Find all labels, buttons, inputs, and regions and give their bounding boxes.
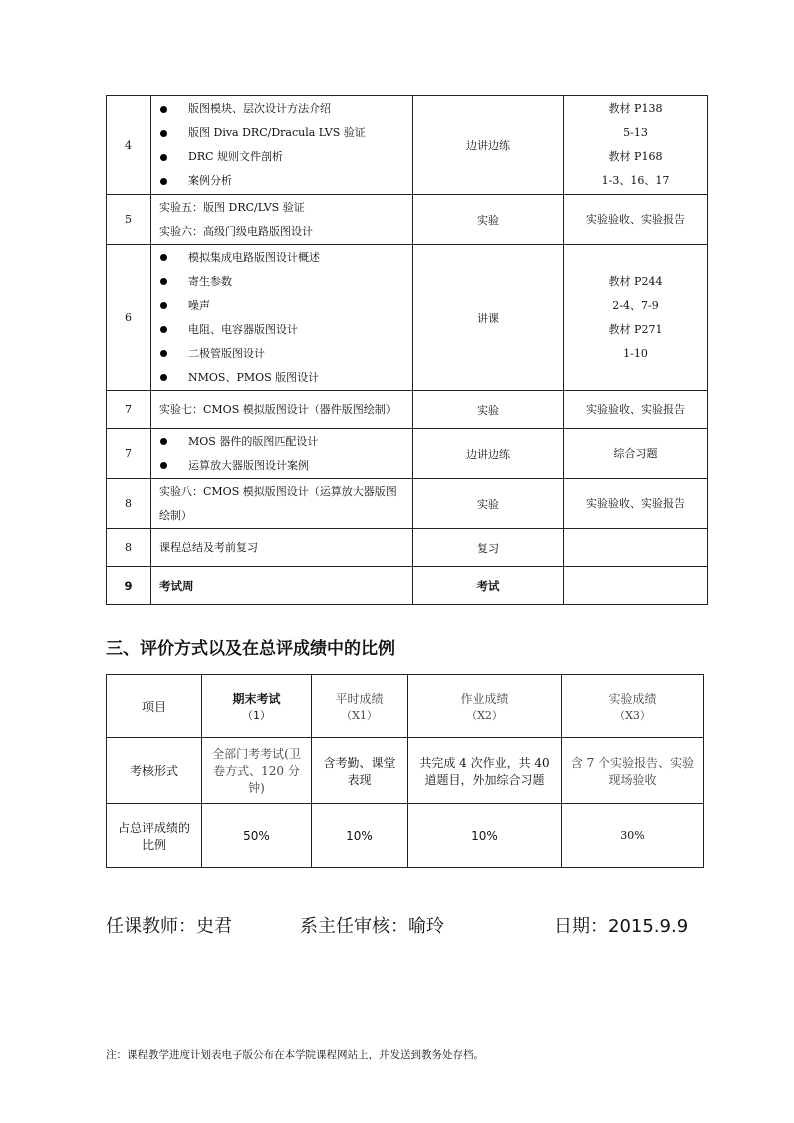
schedule-line: 实验六：高级门级电路版图设计 — [159, 224, 313, 238]
schedule-bullet-text: NMOS、PMOS 版图设计 — [188, 370, 320, 384]
schedule-bullet-item — [159, 294, 412, 318]
schedule-homework-line: 教材 P244 — [608, 274, 663, 288]
schedule-bullet-text: 版图 Diva DRC/Dracula LVS 验证 — [188, 126, 366, 139]
eval-header-final — [202, 675, 312, 738]
bullet-icon — [160, 462, 167, 469]
eval-header-homework-code: （X2） — [466, 708, 503, 722]
schedule-bullet-text: 寄生参数 — [188, 274, 232, 288]
eval-ratio-lab: 30% — [562, 804, 704, 868]
schedule-homework-line: 教材 P138 — [608, 102, 663, 115]
eval-header-final-title: 期末考试 — [232, 691, 281, 706]
bullet-icon — [160, 374, 167, 381]
schedule-bullet-item — [159, 121, 412, 145]
schedule-homework: 实验验收、实验报告 — [564, 195, 708, 245]
schedule-mode: 复习 — [413, 529, 564, 567]
eval-header-lab-code: （X3） — [614, 708, 651, 722]
schedule-mode: 实验 — [413, 195, 564, 245]
schedule-content — [151, 391, 413, 429]
schedule-week: 6 — [107, 245, 151, 391]
schedule-line: 实验八：CMOS 模拟版图设计（运算放大器版图 — [159, 484, 397, 498]
evaluation-header-row — [107, 675, 704, 738]
schedule-row — [107, 479, 708, 529]
eval-form-final: 全部门考考试(卫 卷方式、120 分 钟) — [202, 738, 312, 804]
schedule-bullet-text: DRC 规则文件剖析 — [188, 150, 284, 163]
schedule-mode: 边讲边练 — [413, 429, 564, 479]
schedule-homework: 综合习题 — [564, 429, 708, 479]
bullet-icon — [160, 350, 167, 357]
eval-ratio-final: 50% — [202, 804, 312, 868]
bullet-icon — [160, 302, 167, 309]
schedule-line: 课程总结及考前复习 — [159, 540, 258, 554]
schedule-bullet-text: 二极管版图设计 — [188, 346, 265, 360]
schedule-bullet-item — [159, 246, 412, 270]
schedule-homework: 实验验收、实验报告 — [564, 479, 708, 529]
director-signature: 系主任审核：喻玲 — [300, 916, 444, 937]
bullet-icon — [160, 178, 167, 185]
schedule-mode: 实验 — [413, 479, 564, 529]
eval-header-item: 项目 — [107, 675, 202, 738]
schedule-week: 7 — [107, 391, 151, 429]
schedule-homework-line: 教材 P168 — [608, 150, 663, 163]
schedule-bullet-item — [159, 430, 412, 454]
schedule-week: 5 — [107, 195, 151, 245]
schedule-bullet-item — [159, 97, 412, 121]
schedule-bullet-text: 模拟集成电路版图设计概述 — [188, 250, 320, 264]
schedule-content — [151, 479, 413, 529]
evaluation-table — [106, 674, 704, 868]
bullet-icon — [160, 254, 167, 261]
schedule-bullet-text: MOS 器件的版图匹配设计 — [188, 434, 319, 448]
eval-form-homework: 共完成 4 次作业，共 40 道题目，外加综合习题 — [408, 738, 562, 804]
schedule-week: 4 — [107, 96, 151, 195]
schedule-row — [107, 391, 708, 429]
teacher-signature: 任课教师：史君 — [106, 916, 232, 937]
schedule-bullet-item — [159, 318, 412, 342]
evaluation-form-row — [107, 738, 704, 804]
eval-ratio-homework: 10% — [408, 804, 562, 868]
eval-header-regular-code: （X1） — [341, 708, 378, 722]
schedule-mode: 考试 — [413, 567, 564, 605]
schedule-mode: 讲课 — [413, 245, 564, 391]
eval-header-regular — [312, 675, 408, 738]
schedule-line: 绘制） — [159, 508, 192, 522]
eval-header-homework-title: 作业成绩 — [460, 691, 509, 706]
schedule-week: 9 — [107, 567, 151, 605]
schedule-homework — [564, 567, 708, 605]
footnote: 注：课程教学进度计划表电子版公布在本学院课程网站上，并发送到教务处存档。 — [106, 1049, 484, 1061]
bullet-icon — [160, 154, 167, 161]
schedule-mode: 边讲边练 — [413, 96, 564, 195]
schedule-bullet-item — [159, 366, 412, 390]
schedule-content — [151, 529, 413, 567]
schedule-bullet-item — [159, 169, 412, 193]
schedule-homework-line: 5-13 — [623, 126, 648, 139]
schedule-bullet-text: 运算放大器版图设计案例 — [188, 458, 309, 472]
schedule-mode: 实验 — [413, 391, 564, 429]
schedule-bullet-text: 电阻、电容器版图设计 — [188, 322, 298, 336]
bullet-icon — [160, 438, 167, 445]
schedule-bullet-text: 版图模块、层次设计方法介绍 — [188, 102, 331, 115]
schedule-line: 实验七：CMOS 模拟版图设计（器件版图绘制） — [159, 402, 397, 416]
schedule-bullet-text: 案例分析 — [188, 174, 232, 187]
eval-form-lab: 含 7 个实验报告、实验 现场验收 — [562, 738, 704, 804]
eval-header-regular-title: 平时成绩 — [335, 691, 384, 706]
schedule-table — [106, 95, 708, 605]
eval-ratio-regular: 10% — [312, 804, 408, 868]
schedule-homework-line: 1-3、16、17 — [601, 174, 670, 187]
date-signature: 日期：2015.9.9 — [554, 916, 689, 937]
schedule-row — [107, 567, 708, 605]
schedule-homework-line: 1-10 — [623, 346, 648, 360]
schedule-week: 8 — [107, 479, 151, 529]
bullet-icon — [160, 326, 167, 333]
eval-header-lab-title: 实验成绩 — [608, 691, 657, 706]
schedule-content — [151, 195, 413, 245]
schedule-bullet-item — [159, 270, 412, 294]
eval-header-homework — [408, 675, 562, 738]
eval-header-lab — [562, 675, 704, 738]
bullet-icon — [160, 130, 167, 137]
schedule-row — [107, 195, 708, 245]
schedule-homework — [564, 245, 708, 391]
schedule-bullet-item — [159, 145, 412, 169]
schedule-row — [107, 429, 708, 479]
schedule-line: 考试周 — [159, 578, 194, 593]
schedule-bullet-item — [159, 454, 412, 478]
schedule-bullet-text: 噪声 — [188, 298, 210, 312]
schedule-row — [107, 529, 708, 567]
schedule-homework — [564, 529, 708, 567]
schedule-homework-line: 教材 P271 — [608, 322, 663, 336]
eval-form-label: 考核形式 — [107, 738, 202, 804]
eval-form-regular: 含考勤、课堂 表现 — [312, 738, 408, 804]
section-title-evaluation: 三、评价方式以及在总评成绩中的比例 — [106, 639, 395, 659]
schedule-week: 7 — [107, 429, 151, 479]
schedule-week: 8 — [107, 529, 151, 567]
schedule-row — [107, 245, 708, 391]
schedule-bullet-item — [159, 342, 412, 366]
schedule-homework: 实验验收、实验报告 — [564, 391, 708, 429]
schedule-content — [151, 96, 413, 195]
schedule-line: 实验五：版图 DRC/LVS 验证 — [159, 200, 305, 214]
schedule-content — [151, 245, 413, 391]
schedule-homework-line: 2-4、7-9 — [612, 298, 659, 312]
eval-header-final-code: （1） — [242, 708, 271, 722]
schedule-content — [151, 429, 413, 479]
eval-ratio-label: 占总评成绩的 比例 — [107, 804, 202, 868]
bullet-icon — [160, 106, 167, 113]
schedule-row — [107, 96, 708, 195]
schedule-homework — [564, 96, 708, 195]
bullet-icon — [160, 278, 167, 285]
schedule-content — [151, 567, 413, 605]
evaluation-ratio-row — [107, 804, 704, 868]
